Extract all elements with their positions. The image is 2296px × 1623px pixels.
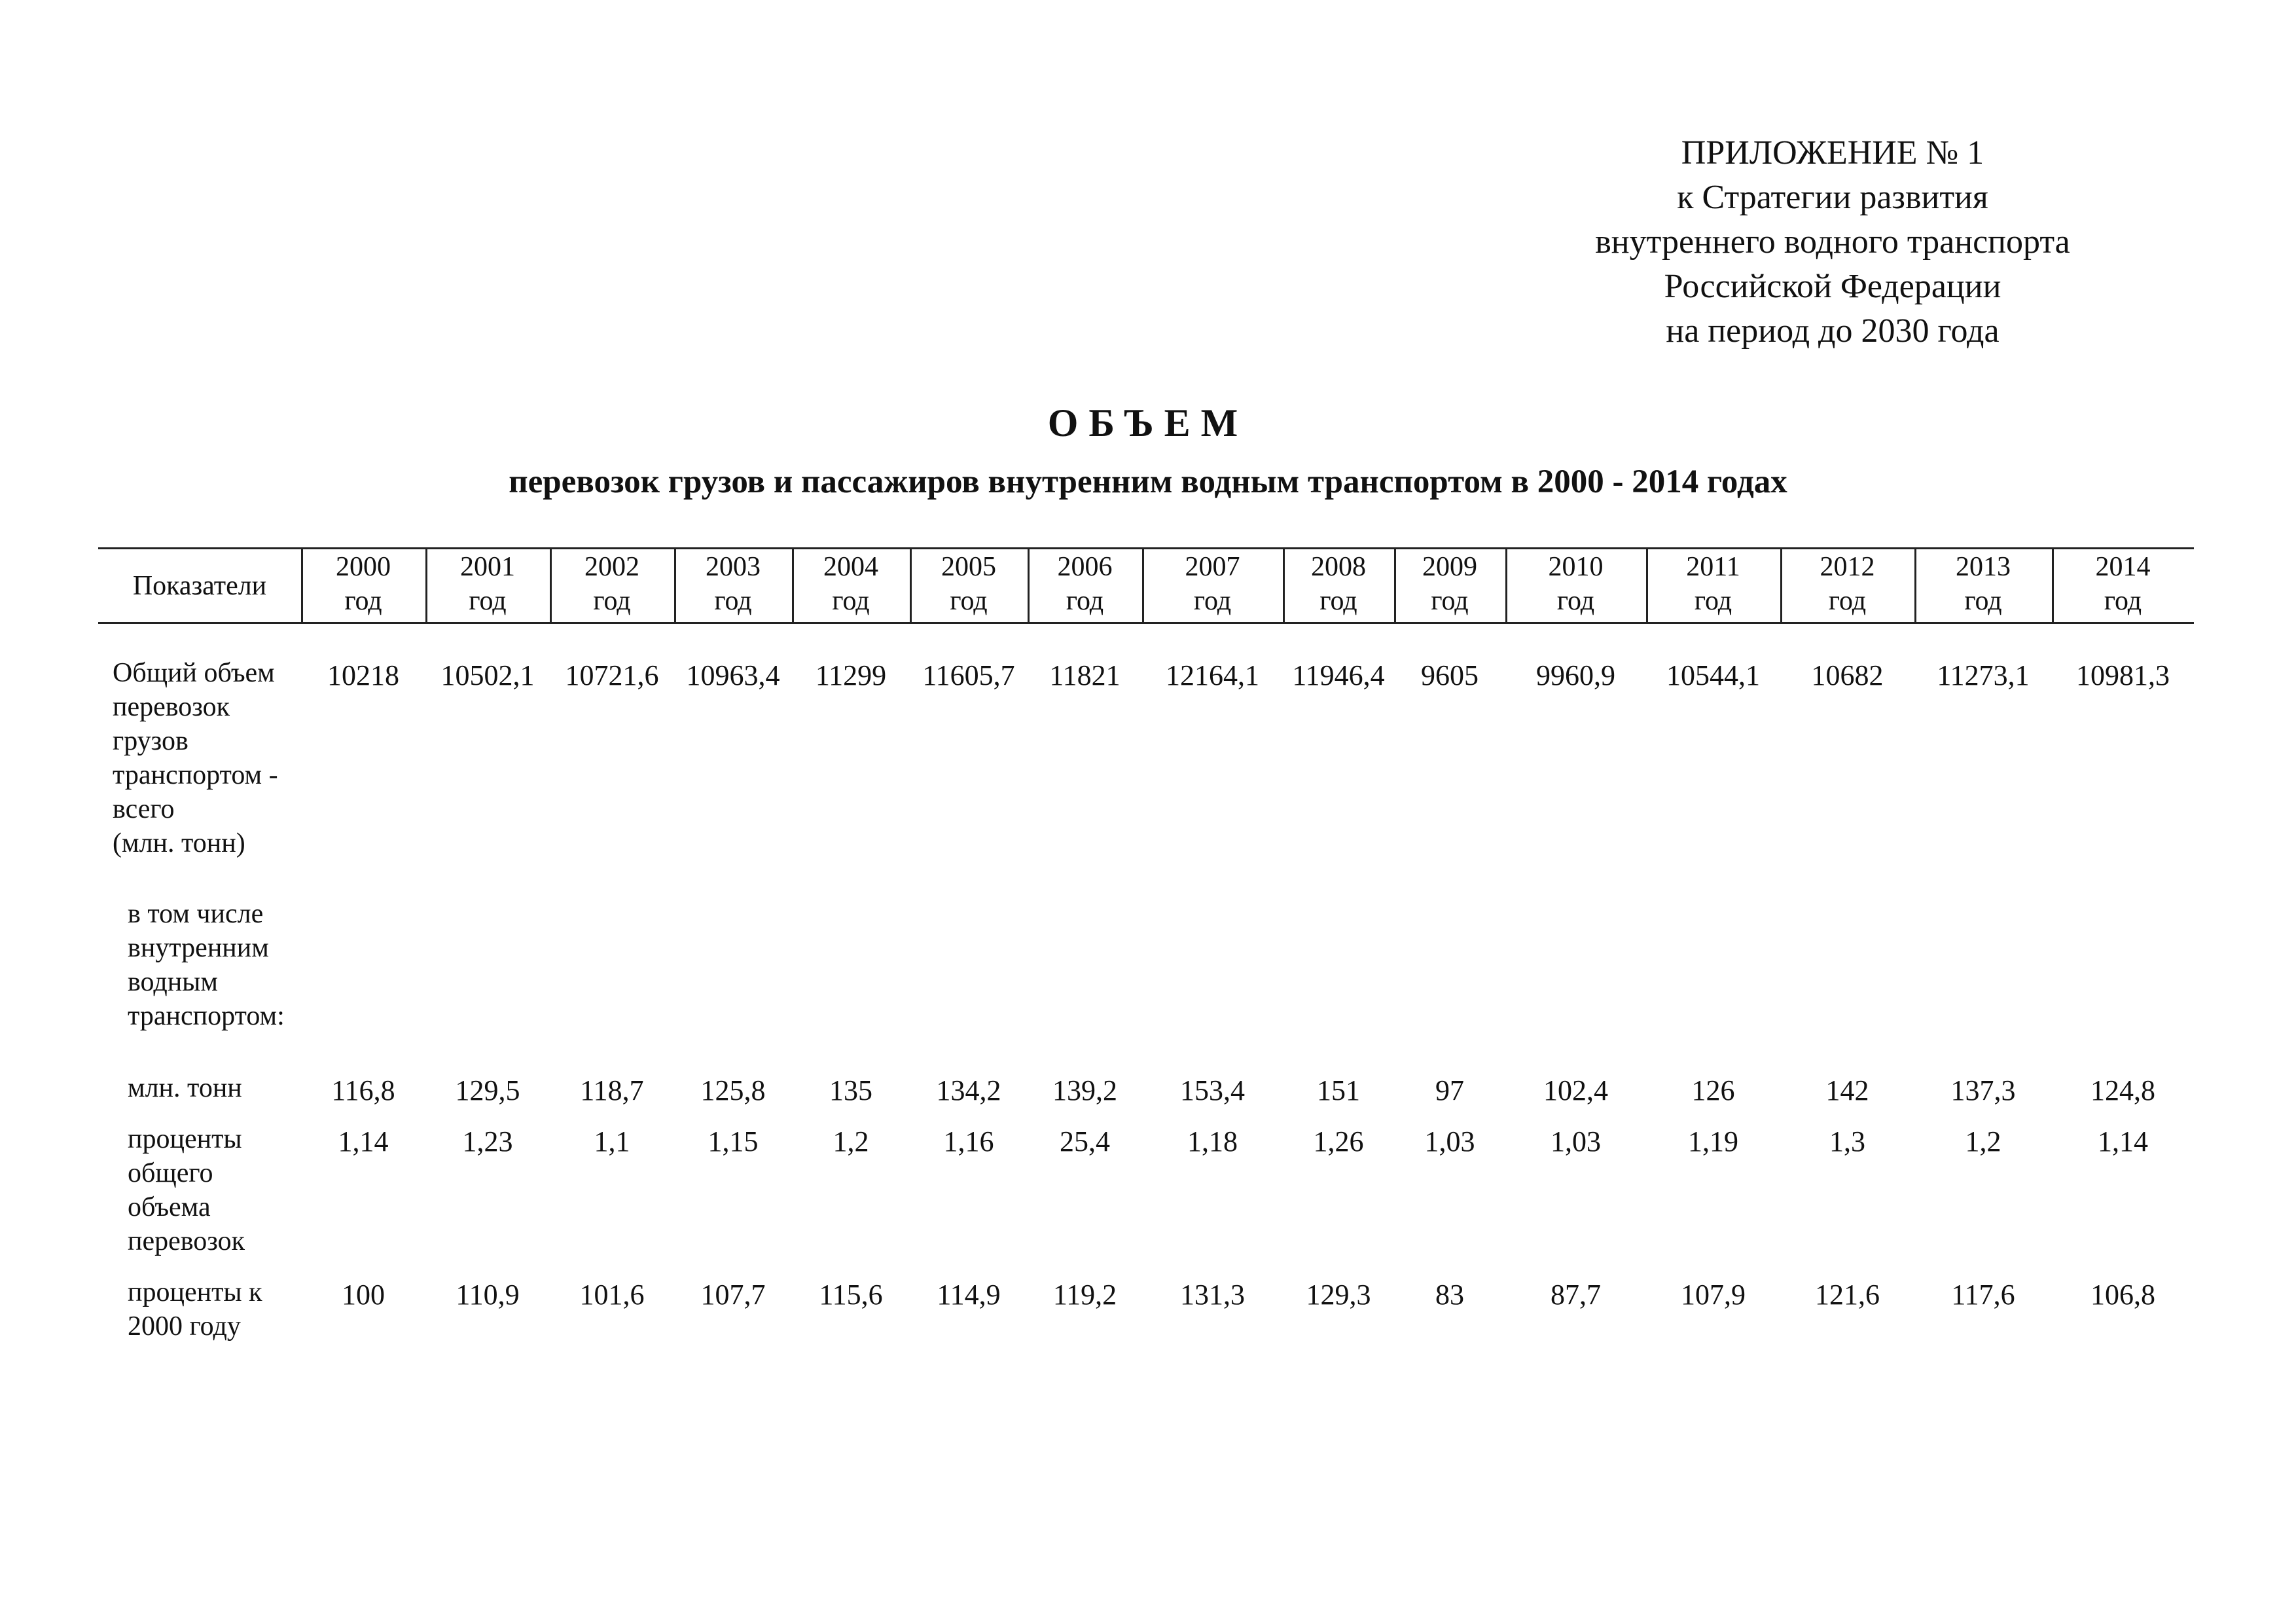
header-year-unit: год (832, 586, 870, 616)
header-year-number: 2013 (1956, 552, 2011, 582)
table-cell: 1,3 (1829, 1125, 1865, 1158)
table-cell: 97 (1435, 1074, 1464, 1106)
table-header-bottom-rule (98, 622, 2194, 624)
row-label-line: внутренним (128, 933, 269, 963)
header-year-number: 2004 (823, 552, 878, 582)
header-year-unit: год (593, 586, 631, 616)
header-year-2010 (1505, 550, 1646, 622)
header-year-number: 2006 (1057, 552, 1113, 582)
header-year-unit: год (1556, 586, 1595, 616)
table-cell: 101,6 (579, 1279, 645, 1311)
row-label-line: транспортом - (113, 760, 278, 790)
header-year-unit: год (1066, 586, 1104, 616)
header-year-unit: год (469, 586, 507, 616)
table-cell: 107,7 (700, 1279, 766, 1311)
header-year-2002 (550, 550, 674, 622)
table-cell: 118,7 (580, 1074, 644, 1106)
table-cell: 1,14 (338, 1125, 389, 1158)
table-cell: 1,23 (462, 1125, 513, 1158)
table-cell: 11946,4 (1292, 659, 1385, 691)
header-year-2014 (2052, 550, 2194, 622)
table-cell: 1,14 (2098, 1125, 2148, 1158)
header-year-2007 (1142, 550, 1283, 622)
row-label-line: 2000 году (128, 1311, 241, 1341)
table-cell: 139,2 (1052, 1074, 1117, 1106)
header-year-2006 (1028, 550, 1142, 622)
table-cell: 153,4 (1180, 1074, 1245, 1106)
row-label-line: в том числе (128, 899, 264, 929)
header-year-2008 (1283, 550, 1394, 622)
header-year-number: 2005 (941, 552, 996, 582)
table-cell: 115,6 (819, 1279, 883, 1311)
row-label (128, 1071, 242, 1105)
header-year-unit: год (1694, 586, 1732, 616)
appendix-line-4: Российской Федерации (1664, 268, 2001, 305)
table-cell: 1,2 (1965, 1125, 2001, 1158)
table-cell: 1,19 (1688, 1125, 1738, 1158)
table-cell: 119,2 (1052, 1279, 1117, 1311)
table-cell: 11605,7 (922, 659, 1015, 691)
table-cell: 117,6 (1951, 1279, 2015, 1311)
table-cell: 1,2 (833, 1125, 869, 1158)
header-year-unit: год (1964, 586, 2002, 616)
header-year-unit: год (344, 586, 382, 616)
header-year-2012 (1780, 550, 1914, 622)
header-indicators: Показатели (132, 571, 267, 601)
row-label-line: водным (128, 967, 218, 997)
header-year-number: 2007 (1185, 552, 1240, 582)
header-year-unit: год (1319, 586, 1357, 616)
appendix-block (1538, 131, 2127, 354)
table-cell: 134,2 (936, 1074, 1001, 1106)
header-year-unit: год (2104, 586, 2142, 616)
header-year-2003 (674, 550, 792, 622)
header-year-unit: год (1828, 586, 1867, 616)
row-label-line: проценты (128, 1124, 242, 1154)
table-cell: 1,1 (594, 1125, 630, 1158)
row-label-line: (млн. тонн) (113, 828, 245, 858)
header-year-2009 (1394, 550, 1505, 622)
header-year-number: 2012 (1820, 552, 1875, 582)
table-cell: 1,16 (943, 1125, 994, 1158)
row-label-line: грузов (113, 726, 188, 756)
row-label-line: перевозок (113, 692, 230, 722)
table-cell: 142 (1825, 1074, 1869, 1106)
table-cell: 1,26 (1313, 1125, 1364, 1158)
table-cell: 151 (1317, 1074, 1360, 1106)
row-label-line: общего (128, 1158, 213, 1188)
row-label (113, 656, 278, 860)
table-cell: 87,7 (1551, 1279, 1601, 1311)
row-label-line: объема (128, 1192, 211, 1222)
row-label-line: перевозок (128, 1226, 245, 1256)
table-cell: 129,3 (1306, 1279, 1371, 1311)
table-cell: 137,3 (1950, 1074, 2016, 1106)
table-cell: 10963,4 (686, 659, 780, 691)
row-label-line: Общий объем (113, 658, 275, 688)
table-cell: 11299 (815, 659, 887, 691)
table-cell: 9960,9 (1536, 659, 1615, 691)
table-cell: 121,6 (1815, 1279, 1880, 1311)
table-cell: 11273,1 (1937, 659, 2030, 691)
row-label-line: транспортом: (128, 1001, 285, 1031)
table-cell: 83 (1435, 1279, 1464, 1311)
table-cell: 126 (1691, 1074, 1735, 1106)
table-cell: 114,9 (937, 1279, 1001, 1311)
header-year-number: 2011 (1686, 552, 1740, 582)
row-label (128, 897, 285, 1033)
table-cell: 12164,1 (1166, 659, 1259, 691)
table-cell: 102,4 (1543, 1074, 1608, 1106)
header-year-number: 2014 (2095, 552, 2151, 582)
table-cell: 131,3 (1180, 1279, 1245, 1311)
table-cell: 125,8 (700, 1074, 766, 1106)
table-cell: 10544,1 (1666, 659, 1760, 691)
header-year-2000 (301, 550, 425, 622)
header-year-number: 2001 (460, 552, 515, 582)
table-cell: 10721,6 (565, 659, 659, 691)
table-cell: 116,8 (331, 1074, 395, 1106)
table-cell: 100 (342, 1279, 385, 1311)
table-cell: 110,9 (456, 1279, 520, 1311)
header-year-unit: год (714, 586, 752, 616)
header-year-2005 (910, 550, 1028, 622)
row-label-line: проценты к (128, 1277, 262, 1307)
table-cell: 107,9 (1681, 1279, 1746, 1311)
table-cell: 1,15 (708, 1125, 759, 1158)
row-label (128, 1275, 262, 1343)
table-cell: 129,5 (455, 1074, 520, 1106)
table-cell: 1,18 (1187, 1125, 1238, 1158)
row-label-line: всего (113, 794, 175, 824)
header-year-number: 2003 (706, 552, 761, 582)
table-cell: 10981,3 (2076, 659, 2170, 691)
header-year-number: 2009 (1422, 552, 1477, 582)
table-cell: 124,8 (2090, 1074, 2155, 1106)
table-cell: 135 (829, 1074, 872, 1106)
table-cell: 10502,1 (440, 659, 535, 691)
table-cell: 25,4 (1060, 1125, 1110, 1158)
header-year-number: 2000 (336, 552, 391, 582)
appendix-line-2: к Стратегии развития (1677, 179, 1988, 216)
header-year-2001 (425, 550, 550, 622)
header-year-2004 (792, 550, 910, 622)
row-label (128, 1122, 245, 1258)
appendix-line-1: ПРИЛОЖЕНИЕ № 1 (1681, 134, 1984, 172)
header-year-number: 2010 (1548, 552, 1604, 582)
table-cell: 11821 (1049, 659, 1121, 691)
table-cell: 1,03 (1424, 1125, 1475, 1158)
header-year-unit: год (950, 586, 988, 616)
table-cell: 10682 (1811, 659, 1884, 691)
table-cell: 10218 (327, 659, 399, 691)
appendix-line-3: внутреннего водного транспорта (1595, 223, 2070, 261)
document-subtitle: перевозок грузов и пассажиров внутренним водным транспортом в 2000 - 2014 годах (509, 464, 1787, 500)
table-cell: 9605 (1421, 659, 1479, 691)
header-year-number: 2002 (584, 552, 639, 582)
document-title: ОБЪЕМ (1047, 401, 1249, 445)
header-year-2011 (1646, 550, 1780, 622)
header-year-2013 (1914, 550, 2052, 622)
header-year-unit: год (1431, 586, 1469, 616)
table-top-rule (98, 547, 2194, 549)
table-cell: 106,8 (2090, 1279, 2155, 1311)
header-year-number: 2008 (1311, 552, 1366, 582)
table-cell: 1,03 (1551, 1125, 1601, 1158)
appendix-line-5: на период до 2030 года (1666, 312, 2000, 350)
row-label-line: млн. тонн (128, 1073, 242, 1103)
header-year-unit: год (1193, 586, 1232, 616)
